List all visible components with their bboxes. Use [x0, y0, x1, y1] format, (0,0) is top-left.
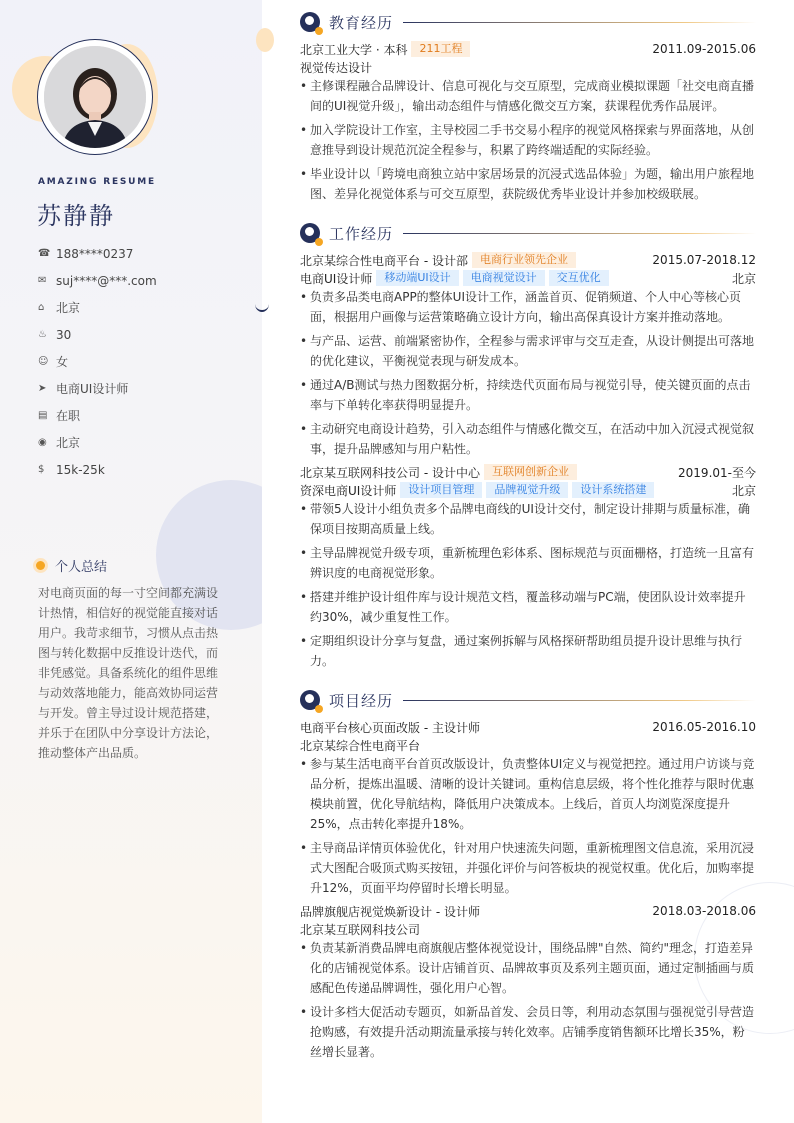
school-name: 北京工业大学 · 本科	[300, 42, 408, 57]
portrait-icon	[44, 46, 146, 148]
avatar-frame	[37, 39, 153, 155]
project-row	[300, 902, 756, 920]
section-icon	[300, 223, 320, 243]
projects-title: 项目经历	[329, 691, 394, 710]
cake-icon: ♨	[38, 329, 47, 340]
list-item: • 主导商品详情页体验优化，针对用户快速流失问题，重新梳理图文信息流，采用沉浸式大图配合吸顶式购买按钮，并强化评价与问答板块的视觉权重。优化后，加购率提升12%，页面平均停留时长增长明显。	[300, 838, 756, 898]
info-location	[38, 429, 157, 456]
project-bullets	[300, 754, 756, 902]
list-item: • 定期组织设计分享与复盘，通过案例拆解与风格探研帮助组员提升设计思维与执行力。	[300, 631, 756, 671]
project-org: 北京某互联网科技公司	[300, 922, 421, 937]
job-date: 2019.01-至今	[678, 465, 756, 480]
school-badge: 211工程	[411, 41, 470, 57]
job-city: 北京	[731, 483, 756, 498]
project-org-row	[300, 920, 756, 938]
info-phone	[38, 240, 157, 267]
section-divider	[403, 700, 756, 701]
project-bullets	[300, 938, 756, 1066]
list-item: • 负责多品类电商APP的整体UI设计工作，涵盖首页、促销频道、个人中心等核心页面，根据用户画像与运营策略确立设计方向，输出高保真设计方案并推动落地。	[300, 287, 756, 327]
project-org-row	[300, 736, 756, 754]
work-title: 工作经历	[329, 224, 394, 243]
list-item: • 参与某生活电商平台首页改版设计，负责整体UI定义与视觉把控。通过用户访谈与竞品分析，提炼出温暖、清晰的设计关键词。重构信息层级，将个性化推荐与限时优惠模块前置，优化导航结构，降低用户决策成本。上线后，首页人均浏览深度提升25%，点击转化率提升18%。	[300, 754, 756, 834]
project-name: 电商平台核心页面改版 - 主设计师	[300, 720, 480, 735]
list-item: • 主动研究电商设计趋势，引入动态组件与情感化微交互，在活动中加入沉浸式视觉叙事，提升品牌感知与用户粘性。	[300, 419, 756, 459]
project-row	[300, 718, 756, 736]
skill-tag: 交互优化	[549, 270, 609, 286]
hometown-text: 北京	[56, 301, 81, 315]
candidate-name: 苏静静	[37, 202, 115, 230]
location-icon: ◉	[38, 437, 47, 448]
education-row	[300, 40, 756, 58]
major: 视觉传达设计	[300, 60, 373, 75]
major-row	[300, 58, 756, 76]
phone-text: 188****0237	[56, 246, 134, 261]
list-item: • 搭建并维护设计组件库与设计规范文档，覆盖移动端与PC端，使团队设计效率提升约30%，减少重复性工作。	[300, 587, 756, 627]
job-company: 北京某综合性电商平台 - 设计部	[300, 253, 468, 268]
contact-info-list	[38, 240, 157, 483]
resume-tagline: AMAZING RESUME	[38, 177, 156, 187]
project-org: 北京某综合性电商平台	[300, 738, 421, 753]
decor-half-ring-navy	[255, 296, 269, 312]
list-item: • 毕业设计以「跨境电商独立站中家居场景的沉浸式选品体验」为题，输出用户旅程地图、差异化视觉体系与可交互原型，获院级优秀毕业设计并参加校级联展。	[300, 164, 756, 204]
list-item: • 设计多档大促活动专题页，如新品首发、会员日等，利用动态氛围与强视觉引导营造抢购感，有效提升活动期流量承接与转化效率。店铺季度销售额环比增长35%，粉丝增长显著。	[300, 1002, 756, 1062]
job-role-row	[300, 269, 756, 287]
work-header	[300, 222, 756, 244]
location-text: 北京	[56, 436, 81, 450]
job-row	[300, 463, 756, 481]
list-item: • 主导品牌视觉升级专项，重新梳理色彩体系、图标规范与页面栅格，打造统一且富有辨识度的电商视觉形象。	[300, 543, 756, 583]
company-badge: 互联网创新企业	[484, 464, 577, 480]
phone-icon: ☎	[38, 248, 51, 259]
job-company: 北京某互联网科技公司 - 设计中心	[300, 465, 480, 480]
send-icon: ➤	[38, 383, 47, 394]
project-date: 2018.03-2018.06	[652, 904, 756, 918]
list-item: • 与产品、运营、前端紧密协作，全程参与需求评审与交互走查，从设计侧提出可落地的优化建议，平衡视觉表现与研发成本。	[300, 331, 756, 371]
bullet-dot-icon	[36, 561, 45, 570]
company-badge: 电商行业领先企业	[472, 252, 576, 268]
info-salary	[38, 456, 157, 483]
mail-icon: ✉	[38, 275, 47, 286]
education-title: 教育经历	[329, 13, 394, 32]
job-bullets	[300, 287, 756, 463]
info-age	[38, 321, 157, 348]
position-text: 电商UI设计师	[56, 382, 129, 396]
summary-text: 对电商页面的每一寸空间都充满设计热情，相信好的视觉能直接对话用户。我苛求细节，习惯从点击热图与转化数据中反推设计迭代，而非凭感觉。具备系统化的组件思维与动效落地能力，能高效协同运营与开发。曾主导过设计规范搭建，并乐于在团队中分享设计方法论，推动整体产出品质。	[38, 586, 219, 760]
info-position	[38, 375, 157, 402]
education-header	[300, 11, 756, 33]
info-email	[38, 267, 157, 294]
skill-tag: 设计项目管理	[400, 482, 482, 498]
job-row	[300, 251, 756, 269]
money-icon: $	[38, 464, 45, 475]
gender-text: 女	[56, 355, 69, 369]
home-icon: ⌂	[38, 302, 45, 313]
info-gender	[38, 348, 157, 375]
job-role-row	[300, 481, 756, 499]
education-date: 2011.09-2015.06	[652, 42, 756, 56]
skill-tag: 品牌视觉升级	[486, 482, 568, 498]
section-icon	[300, 12, 320, 32]
summary-heading	[36, 556, 107, 575]
face-icon: ☺	[38, 356, 49, 367]
status-text: 在职	[56, 409, 81, 423]
salary-text: 15k-25k	[56, 462, 105, 477]
list-item: • 通过A/B测试与热力图数据分析，持续迭代页面布局与视觉引导，使关键页面的点击率与下单转化率获得明显提升。	[300, 375, 756, 415]
section-icon	[300, 690, 320, 710]
email-text: suj****@***.com	[56, 273, 157, 288]
age-text: 30	[56, 327, 72, 342]
briefcase-icon: ▤	[38, 410, 48, 421]
job-role: 资深电商UI设计师	[300, 483, 397, 498]
list-item: • 带领5人设计小组负责多个品牌电商线的UI设计交付，制定设计排期与质量标准，确保项目按期高质量上线。	[300, 499, 756, 539]
job-bullets	[300, 499, 756, 675]
decor-half-ring	[256, 28, 274, 52]
skill-tag: 电商视觉设计	[463, 270, 545, 286]
section-divider	[403, 233, 756, 234]
info-hometown	[38, 294, 157, 321]
skill-tag: 设计系统搭建	[572, 482, 654, 498]
info-status	[38, 402, 157, 429]
education-bullets	[300, 76, 756, 208]
list-item: • 加入学院设计工作室，主导校园二手书交易小程序的视觉风格探索与界面落地，从创意推导到设计规范沉淀全程参与，积累了跨终端适配的实际经验。	[300, 120, 756, 160]
project-name: 品牌旗舰店视觉焕新设计 - 设计师	[300, 904, 480, 919]
job-date: 2015.07-2018.12	[652, 253, 756, 267]
sidebar	[0, 0, 262, 1123]
section-divider	[403, 22, 756, 23]
job-city: 北京	[731, 271, 756, 286]
project-date: 2016.05-2016.10	[652, 720, 756, 734]
summary-title: 个人总结	[55, 560, 108, 575]
list-item: • 负责某新消费品牌电商旗舰店整体视觉设计，围绕品牌"自然、简约"理念，打造差异化的店铺视觉体系。设计店铺首页、品牌故事页及系列主题页面，通过定制插画与质感配色传递品牌调性，强化用户心智。	[300, 938, 756, 998]
job-role: 电商UI设计师	[300, 271, 373, 286]
projects-header	[300, 689, 756, 711]
skill-tag: 移动端UI设计	[376, 270, 458, 286]
avatar	[44, 46, 146, 148]
list-item: • 主修课程融合品牌设计、信息可视化与交互原型，完成商业模拟课题「社交电商直播间的UI视觉升级」，输出动态组件与情感化微交互方案，获课程优秀作品展评。	[300, 76, 756, 116]
